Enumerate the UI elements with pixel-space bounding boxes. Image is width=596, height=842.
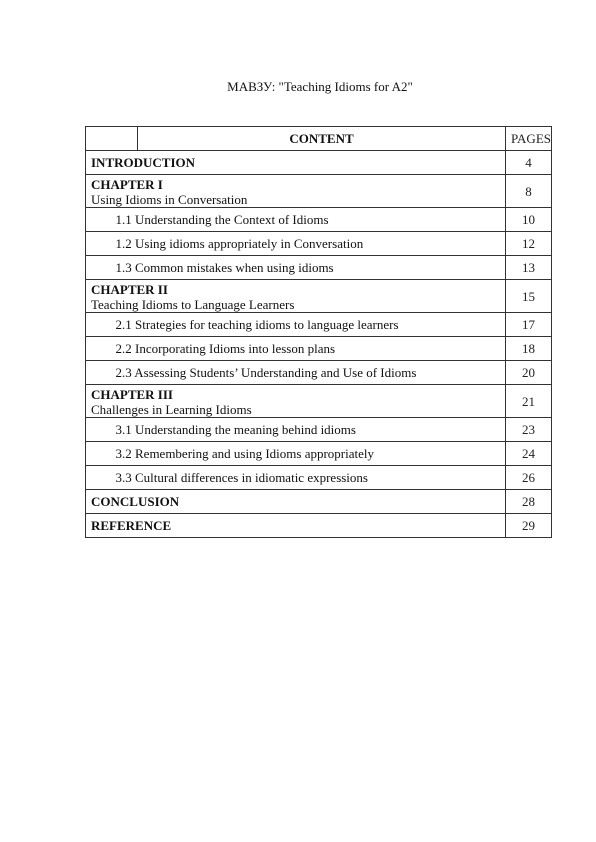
- toc-chapter-subtitle: Using Idioms in Conversation: [91, 191, 248, 207]
- toc-page-number: 13: [506, 256, 552, 280]
- toc-page-number: 28: [506, 490, 552, 514]
- toc-chapter-cell: [86, 175, 506, 208]
- toc-indent-cell: [86, 232, 116, 256]
- toc-page-number: 26: [506, 466, 552, 490]
- toc-subsection-row: [86, 208, 552, 232]
- toc-indent-cell: [86, 418, 116, 442]
- toc-indent-cell: [86, 337, 116, 361]
- toc-subsection-label: 3.2 Remembering and using Idioms appropriately: [116, 442, 506, 466]
- toc-subsection-row: [86, 361, 552, 385]
- toc-page-number: 24: [506, 442, 552, 466]
- toc-chapter-row: [86, 280, 552, 313]
- toc-header-content: CONTENT: [138, 127, 506, 151]
- toc-chapter-row: [86, 175, 552, 208]
- toc-page-number: 12: [506, 232, 552, 256]
- toc-subsection-label: 1.1 Understanding the Context of Idioms: [116, 208, 506, 232]
- toc-subsection-row: [86, 442, 552, 466]
- toc-indent-cell: [86, 466, 116, 490]
- toc-chapter-cell: [86, 385, 506, 418]
- toc-page-number: 21: [506, 385, 552, 418]
- toc-chapter-subtitle: Challenges in Learning Idioms: [91, 401, 252, 417]
- toc-indent-cell: [86, 442, 116, 466]
- toc-chapter-subtitle: Teaching Idioms to Language Learners: [91, 296, 295, 312]
- toc-subsection-label: 3.1 Understanding the meaning behind idioms: [116, 418, 506, 442]
- toc-section-row: [86, 514, 552, 538]
- toc-subsection-label: 3.3 Cultural differences in idiomatic expressions: [116, 466, 506, 490]
- toc-chapter-label: CHAPTER III: [91, 386, 173, 402]
- toc-indent-cell: [86, 313, 116, 337]
- toc-chapter-cell: [86, 280, 506, 313]
- toc-page-number: 10: [506, 208, 552, 232]
- toc-indent-cell: [86, 208, 116, 232]
- toc-subsection-row: [86, 466, 552, 490]
- document-title: МАВЗУ: "Teaching Idioms for A2": [227, 79, 413, 94]
- toc-chapter-label: CHAPTER I: [91, 176, 163, 192]
- toc-section-label: REFERENCE: [86, 514, 506, 538]
- toc-section-label: CONCLUSION: [86, 490, 506, 514]
- toc-subsection-label: 2.1 Strategies for teaching idioms to language learners: [116, 313, 506, 337]
- toc-section-label: INTRODUCTION: [86, 151, 506, 175]
- toc-subsection-label: 2.2 Incorporating Idioms into lesson plans: [116, 337, 506, 361]
- toc-header-pages: PAGES: [506, 127, 552, 151]
- toc-page-number: 17: [506, 313, 552, 337]
- toc-header-blank: [86, 127, 138, 151]
- toc-section-row: [86, 490, 552, 514]
- toc-subsection-row: [86, 232, 552, 256]
- toc-indent-cell: [86, 361, 116, 385]
- toc-indent-cell: [86, 256, 116, 280]
- toc-chapter-label: CHAPTER II: [91, 281, 168, 297]
- toc-subsection-label: 2.3 Assessing Students’ Understanding and Use of Idioms: [116, 361, 506, 385]
- toc-page-number: 8: [506, 175, 552, 208]
- toc-section-row: [86, 151, 552, 175]
- toc-subsection-row: [86, 313, 552, 337]
- toc-page-number: 4: [506, 151, 552, 175]
- toc-subsection-label: 1.3 Common mistakes when using idioms: [116, 256, 506, 280]
- toc-subsection-row: [86, 256, 552, 280]
- toc-subsection-row: [86, 337, 552, 361]
- toc-page-number: 29: [506, 514, 552, 538]
- toc-chapter-row: [86, 385, 552, 418]
- toc-header-row: [86, 127, 552, 151]
- toc-page-number: 23: [506, 418, 552, 442]
- toc-page-number: 15: [506, 280, 552, 313]
- toc-subsection-label: 1.2 Using idioms appropriately in Conversation: [116, 232, 506, 256]
- toc-subsection-row: [86, 418, 552, 442]
- toc-page-number: 20: [506, 361, 552, 385]
- table-of-contents: [85, 126, 552, 538]
- toc-page-number: 18: [506, 337, 552, 361]
